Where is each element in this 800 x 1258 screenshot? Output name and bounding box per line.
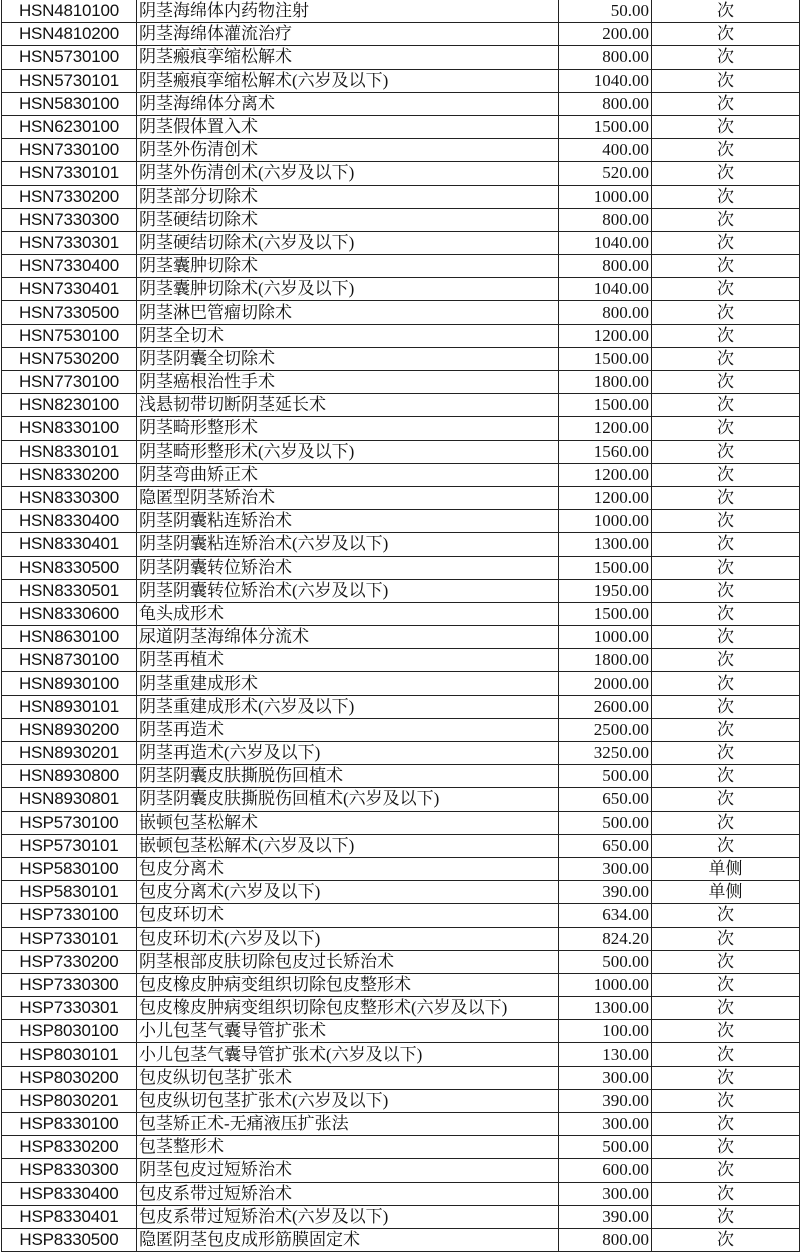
item-code-cell: HSN5830100 — [2, 92, 137, 115]
table-row — [2, 788, 800, 811]
item-unit-cell: 次 — [652, 765, 800, 788]
fee-table-body — [2, 0, 800, 1252]
table-row — [2, 1089, 800, 1112]
item-unit-cell: 次 — [652, 672, 800, 695]
fee-table — [1, 0, 800, 1252]
item-code-cell: HSN7530200 — [2, 347, 137, 370]
item-unit-cell: 次 — [652, 185, 800, 208]
item-code-cell: HSP8030200 — [2, 1066, 137, 1089]
item-name-cell: 包皮系带过短矫治术 — [137, 1182, 559, 1205]
item-name-cell: 隐匿阴茎包皮成形筋膜固定术 — [137, 1228, 559, 1251]
item-name-cell: 阴茎部分切除术 — [137, 185, 559, 208]
table-row — [2, 1043, 800, 1066]
item-code-cell: HSP7330300 — [2, 973, 137, 996]
item-code-cell: HSN8630100 — [2, 626, 137, 649]
item-price-cell: 500.00 — [559, 811, 652, 834]
item-price-cell: 1040.00 — [559, 231, 652, 254]
table-row — [2, 208, 800, 231]
item-unit-cell: 次 — [652, 602, 800, 625]
item-price-cell: 1040.00 — [559, 278, 652, 301]
item-name-cell: 隐匿型阴茎矫治术 — [137, 486, 559, 509]
item-price-cell: 650.00 — [559, 788, 652, 811]
item-name-cell: 阴茎阴囊皮肤撕脱伤回植术 — [137, 765, 559, 788]
item-unit-cell: 次 — [652, 417, 800, 440]
item-price-cell: 1800.00 — [559, 649, 652, 672]
item-price-cell: 1500.00 — [559, 394, 652, 417]
item-code-cell: HSN8330500 — [2, 556, 137, 579]
item-unit-cell: 次 — [652, 278, 800, 301]
table-row — [2, 417, 800, 440]
item-price-cell: 800.00 — [559, 92, 652, 115]
item-unit-cell: 次 — [652, 788, 800, 811]
table-row — [2, 718, 800, 741]
item-code-cell: HSP7330101 — [2, 927, 137, 950]
item-price-cell: 390.00 — [559, 1089, 652, 1112]
item-price-cell: 1300.00 — [559, 997, 652, 1020]
item-price-cell: 1500.00 — [559, 602, 652, 625]
item-unit-cell: 次 — [652, 695, 800, 718]
item-unit-cell: 次 — [652, 46, 800, 69]
item-unit-cell: 次 — [652, 1066, 800, 1089]
item-code-cell: HSN8230100 — [2, 394, 137, 417]
item-code-cell: HSN8930200 — [2, 718, 137, 741]
item-code-cell: HSP5730100 — [2, 811, 137, 834]
item-code-cell: HSN6230100 — [2, 115, 137, 138]
item-price-cell: 390.00 — [559, 881, 652, 904]
item-unit-cell: 次 — [652, 533, 800, 556]
item-name-cell: 包皮纵切包茎扩张术 — [137, 1066, 559, 1089]
item-name-cell: 阴茎畸形整形术(六岁及以下) — [137, 440, 559, 463]
item-name-cell: 阴茎阴囊粘连矫治术(六岁及以下) — [137, 533, 559, 556]
item-price-cell: 1300.00 — [559, 533, 652, 556]
item-unit-cell: 次 — [652, 718, 800, 741]
table-row — [2, 463, 800, 486]
item-name-cell: 阴茎阴囊转位矫治术 — [137, 556, 559, 579]
item-code-cell: HSN4810200 — [2, 23, 137, 46]
table-row — [2, 1159, 800, 1182]
table-row — [2, 997, 800, 1020]
item-price-cell: 1000.00 — [559, 973, 652, 996]
item-code-cell: HSN8930201 — [2, 742, 137, 765]
table-row — [2, 927, 800, 950]
table-row — [2, 973, 800, 996]
table-row — [2, 626, 800, 649]
item-price-cell: 1560.00 — [559, 440, 652, 463]
item-code-cell: HSN7330100 — [2, 139, 137, 162]
item-code-cell: HSP5730101 — [2, 834, 137, 857]
item-unit-cell: 次 — [652, 626, 800, 649]
item-unit-cell: 次 — [652, 162, 800, 185]
item-name-cell: 小儿包茎气囊导管扩张术(六岁及以下) — [137, 1043, 559, 1066]
table-row — [2, 278, 800, 301]
item-name-cell: 包皮分离术 — [137, 857, 559, 880]
item-name-cell: 包皮分离术(六岁及以下) — [137, 881, 559, 904]
table-row — [2, 162, 800, 185]
item-unit-cell: 次 — [652, 1043, 800, 1066]
item-name-cell: 小儿包茎气囊导管扩张术 — [137, 1020, 559, 1043]
item-unit-cell: 次 — [652, 1113, 800, 1136]
item-price-cell: 500.00 — [559, 1136, 652, 1159]
item-unit-cell: 次 — [652, 1020, 800, 1043]
item-name-cell: 阴茎重建成形术 — [137, 672, 559, 695]
item-name-cell: 浅悬韧带切断阴茎延长术 — [137, 394, 559, 417]
item-name-cell: 包皮环切术(六岁及以下) — [137, 927, 559, 950]
item-price-cell: 3250.00 — [559, 742, 652, 765]
item-price-cell: 800.00 — [559, 46, 652, 69]
item-unit-cell: 次 — [652, 255, 800, 278]
item-code-cell: HSP7330100 — [2, 904, 137, 927]
table-row — [2, 556, 800, 579]
item-code-cell: HSN8930101 — [2, 695, 137, 718]
table-row — [2, 533, 800, 556]
item-unit-cell: 次 — [652, 347, 800, 370]
item-code-cell: HSP8330401 — [2, 1205, 137, 1228]
item-price-cell: 500.00 — [559, 950, 652, 973]
item-price-cell: 2500.00 — [559, 718, 652, 741]
table-row — [2, 347, 800, 370]
item-name-cell: 阴茎淋巴管瘤切除术 — [137, 301, 559, 324]
item-unit-cell: 次 — [652, 1228, 800, 1251]
item-name-cell: 阴茎海绵体内药物注射 — [137, 0, 559, 23]
item-price-cell: 1200.00 — [559, 463, 652, 486]
table-row — [2, 231, 800, 254]
item-name-cell: 阴茎瘢痕挛缩松解术(六岁及以下) — [137, 69, 559, 92]
item-code-cell: HSN5730100 — [2, 46, 137, 69]
item-unit-cell: 次 — [652, 1159, 800, 1182]
item-code-cell: HSP8330200 — [2, 1136, 137, 1159]
item-code-cell: HSN8330401 — [2, 533, 137, 556]
item-code-cell: HSN4810100 — [2, 0, 137, 23]
item-name-cell: 包茎整形术 — [137, 1136, 559, 1159]
item-code-cell: HSN7330401 — [2, 278, 137, 301]
item-unit-cell: 次 — [652, 0, 800, 23]
item-price-cell: 650.00 — [559, 834, 652, 857]
item-price-cell: 1500.00 — [559, 347, 652, 370]
item-code-cell: HSN8330101 — [2, 440, 137, 463]
item-code-cell: HSP8330400 — [2, 1182, 137, 1205]
item-unit-cell: 次 — [652, 440, 800, 463]
item-name-cell: 阴茎阴囊皮肤撕脱伤回植术(六岁及以下) — [137, 788, 559, 811]
item-price-cell: 100.00 — [559, 1020, 652, 1043]
item-name-cell: 包茎矫正术-无痛液压扩张法 — [137, 1113, 559, 1136]
item-code-cell: HSN7730100 — [2, 371, 137, 394]
item-unit-cell: 次 — [652, 510, 800, 533]
item-unit-cell: 次 — [652, 371, 800, 394]
item-price-cell: 300.00 — [559, 1113, 652, 1136]
item-price-cell: 600.00 — [559, 1159, 652, 1182]
item-code-cell: HSP8030101 — [2, 1043, 137, 1066]
item-name-cell: 阴茎再造术(六岁及以下) — [137, 742, 559, 765]
item-price-cell: 1000.00 — [559, 626, 652, 649]
table-row — [2, 881, 800, 904]
item-code-cell: HSN8930801 — [2, 788, 137, 811]
item-code-cell: HSN5730101 — [2, 69, 137, 92]
item-unit-cell: 次 — [652, 301, 800, 324]
table-row — [2, 834, 800, 857]
table-row — [2, 742, 800, 765]
item-code-cell: HSP8330100 — [2, 1113, 137, 1136]
item-name-cell: 阴茎瘢痕挛缩松解术 — [137, 46, 559, 69]
table-row — [2, 301, 800, 324]
item-code-cell: HSN8930800 — [2, 765, 137, 788]
table-row — [2, 672, 800, 695]
item-code-cell: HSN7330301 — [2, 231, 137, 254]
item-unit-cell: 次 — [652, 950, 800, 973]
item-unit-cell: 次 — [652, 973, 800, 996]
item-unit-cell: 次 — [652, 69, 800, 92]
item-name-cell: 嵌顿包茎松解术(六岁及以下) — [137, 834, 559, 857]
item-name-cell: 阴茎再造术 — [137, 718, 559, 741]
item-code-cell: HSP8030201 — [2, 1089, 137, 1112]
item-unit-cell: 次 — [652, 742, 800, 765]
item-name-cell: 阴茎包皮过短矫治术 — [137, 1159, 559, 1182]
item-name-cell: 包皮纵切包茎扩张术(六岁及以下) — [137, 1089, 559, 1112]
item-unit-cell: 次 — [652, 579, 800, 602]
table-row — [2, 46, 800, 69]
item-code-cell: HSN7530100 — [2, 324, 137, 347]
item-price-cell: 1800.00 — [559, 371, 652, 394]
item-unit-cell: 次 — [652, 649, 800, 672]
item-code-cell: HSP8330300 — [2, 1159, 137, 1182]
item-price-cell: 2000.00 — [559, 672, 652, 695]
item-code-cell: HSN8930100 — [2, 672, 137, 695]
item-unit-cell: 次 — [652, 115, 800, 138]
item-unit-cell: 单侧 — [652, 881, 800, 904]
item-unit-cell: 次 — [652, 231, 800, 254]
item-name-cell: 阴茎重建成形术(六岁及以下) — [137, 695, 559, 718]
item-name-cell: 阴茎畸形整形术 — [137, 417, 559, 440]
item-price-cell: 634.00 — [559, 904, 652, 927]
item-name-cell: 阴茎弯曲矫正术 — [137, 463, 559, 486]
item-price-cell: 390.00 — [559, 1205, 652, 1228]
table-row — [2, 115, 800, 138]
item-name-cell: 阴茎硬结切除术(六岁及以下) — [137, 231, 559, 254]
item-unit-cell: 次 — [652, 324, 800, 347]
table-row — [2, 811, 800, 834]
table-row — [2, 69, 800, 92]
table-row — [2, 1113, 800, 1136]
item-unit-cell: 次 — [652, 394, 800, 417]
item-unit-cell: 次 — [652, 1205, 800, 1228]
item-unit-cell: 次 — [652, 139, 800, 162]
item-name-cell: 阴茎阴囊全切除术 — [137, 347, 559, 370]
table-row — [2, 695, 800, 718]
item-name-cell: 嵌顿包茎松解术 — [137, 811, 559, 834]
item-price-cell: 300.00 — [559, 857, 652, 880]
item-unit-cell: 次 — [652, 1136, 800, 1159]
item-unit-cell: 次 — [652, 208, 800, 231]
item-code-cell: HSN8330600 — [2, 602, 137, 625]
item-price-cell: 400.00 — [559, 139, 652, 162]
table-row — [2, 904, 800, 927]
item-price-cell: 300.00 — [559, 1182, 652, 1205]
item-code-cell: HSN7330400 — [2, 255, 137, 278]
item-price-cell: 1950.00 — [559, 579, 652, 602]
table-row — [2, 579, 800, 602]
item-price-cell: 1500.00 — [559, 115, 652, 138]
item-price-cell: 1200.00 — [559, 417, 652, 440]
item-name-cell: 包皮环切术 — [137, 904, 559, 927]
item-price-cell: 1000.00 — [559, 185, 652, 208]
item-name-cell: 龟头成形术 — [137, 602, 559, 625]
item-code-cell: HSN8330400 — [2, 510, 137, 533]
item-code-cell: HSN7330500 — [2, 301, 137, 324]
item-unit-cell: 单侧 — [652, 857, 800, 880]
item-unit-cell: 次 — [652, 23, 800, 46]
item-code-cell: HSP7330301 — [2, 997, 137, 1020]
item-unit-cell: 次 — [652, 92, 800, 115]
table-row — [2, 765, 800, 788]
item-code-cell: HSN8730100 — [2, 649, 137, 672]
item-code-cell: HSN7330200 — [2, 185, 137, 208]
table-row — [2, 394, 800, 417]
item-name-cell: 阴茎海绵体灌流治疗 — [137, 23, 559, 46]
item-name-cell: 阴茎假体置入术 — [137, 115, 559, 138]
item-unit-cell: 次 — [652, 463, 800, 486]
item-code-cell: HSP5830100 — [2, 857, 137, 880]
item-price-cell: 800.00 — [559, 255, 652, 278]
table-row — [2, 1136, 800, 1159]
item-unit-cell: 次 — [652, 1089, 800, 1112]
table-row — [2, 1182, 800, 1205]
item-price-cell: 1200.00 — [559, 486, 652, 509]
item-price-cell: 1040.00 — [559, 69, 652, 92]
item-code-cell: HSN7330101 — [2, 162, 137, 185]
table-row — [2, 440, 800, 463]
item-code-cell: HSN7330300 — [2, 208, 137, 231]
item-name-cell: 阴茎硬结切除术 — [137, 208, 559, 231]
item-unit-cell: 次 — [652, 486, 800, 509]
item-name-cell: 阴茎海绵体分离术 — [137, 92, 559, 115]
item-code-cell: HSP8330500 — [2, 1228, 137, 1251]
item-price-cell: 824.20 — [559, 927, 652, 950]
item-name-cell: 阴茎阴囊粘连矫治术 — [137, 510, 559, 533]
table-row — [2, 0, 800, 23]
table-row — [2, 1066, 800, 1089]
item-price-cell: 130.00 — [559, 1043, 652, 1066]
item-name-cell: 阴茎阴囊转位矫治术(六岁及以下) — [137, 579, 559, 602]
item-name-cell: 包皮橡皮肿病变组织切除包皮整形术(六岁及以下) — [137, 997, 559, 1020]
item-name-cell: 阴茎囊肿切除术(六岁及以下) — [137, 278, 559, 301]
table-row — [2, 486, 800, 509]
item-unit-cell: 次 — [652, 927, 800, 950]
item-unit-cell: 次 — [652, 834, 800, 857]
item-price-cell: 300.00 — [559, 1066, 652, 1089]
table-row — [2, 649, 800, 672]
item-name-cell: 阴茎癌根治性手术 — [137, 371, 559, 394]
item-price-cell: 1500.00 — [559, 556, 652, 579]
item-name-cell: 阴茎外伤清创术 — [137, 139, 559, 162]
table-row — [2, 1228, 800, 1251]
item-name-cell: 阴茎囊肿切除术 — [137, 255, 559, 278]
item-name-cell: 阴茎再植术 — [137, 649, 559, 672]
item-code-cell: HSN8330100 — [2, 417, 137, 440]
item-price-cell: 800.00 — [559, 301, 652, 324]
item-unit-cell: 次 — [652, 904, 800, 927]
item-unit-cell: 次 — [652, 556, 800, 579]
table-row — [2, 185, 800, 208]
item-name-cell: 尿道阴茎海绵体分流术 — [137, 626, 559, 649]
table-row — [2, 1020, 800, 1043]
item-code-cell: HSN8330200 — [2, 463, 137, 486]
item-price-cell: 500.00 — [559, 765, 652, 788]
table-row — [2, 139, 800, 162]
item-price-cell: 800.00 — [559, 1228, 652, 1251]
item-price-cell: 1000.00 — [559, 510, 652, 533]
table-row — [2, 371, 800, 394]
item-name-cell: 包皮系带过短矫治术(六岁及以下) — [137, 1205, 559, 1228]
item-price-cell: 200.00 — [559, 23, 652, 46]
item-code-cell: HSP5830101 — [2, 881, 137, 904]
item-unit-cell: 次 — [652, 811, 800, 834]
table-row — [2, 857, 800, 880]
item-code-cell: HSN8330501 — [2, 579, 137, 602]
table-row — [2, 510, 800, 533]
item-price-cell: 800.00 — [559, 208, 652, 231]
item-code-cell: HSN8330300 — [2, 486, 137, 509]
item-name-cell: 阴茎全切术 — [137, 324, 559, 347]
item-price-cell: 2600.00 — [559, 695, 652, 718]
table-row — [2, 255, 800, 278]
table-row — [2, 324, 800, 347]
item-name-cell: 阴茎根部皮肤切除包皮过长矫治术 — [137, 950, 559, 973]
table-row — [2, 602, 800, 625]
table-row — [2, 950, 800, 973]
item-name-cell: 包皮橡皮肿病变组织切除包皮整形术 — [137, 973, 559, 996]
item-price-cell: 1200.00 — [559, 324, 652, 347]
item-code-cell: HSP7330200 — [2, 950, 137, 973]
table-row — [2, 23, 800, 46]
item-code-cell: HSP8030100 — [2, 1020, 137, 1043]
item-price-cell: 50.00 — [559, 0, 652, 23]
item-name-cell: 阴茎外伤清创术(六岁及以下) — [137, 162, 559, 185]
table-row — [2, 92, 800, 115]
item-unit-cell: 次 — [652, 1182, 800, 1205]
item-unit-cell: 次 — [652, 997, 800, 1020]
table-row — [2, 1205, 800, 1228]
item-price-cell: 520.00 — [559, 162, 652, 185]
